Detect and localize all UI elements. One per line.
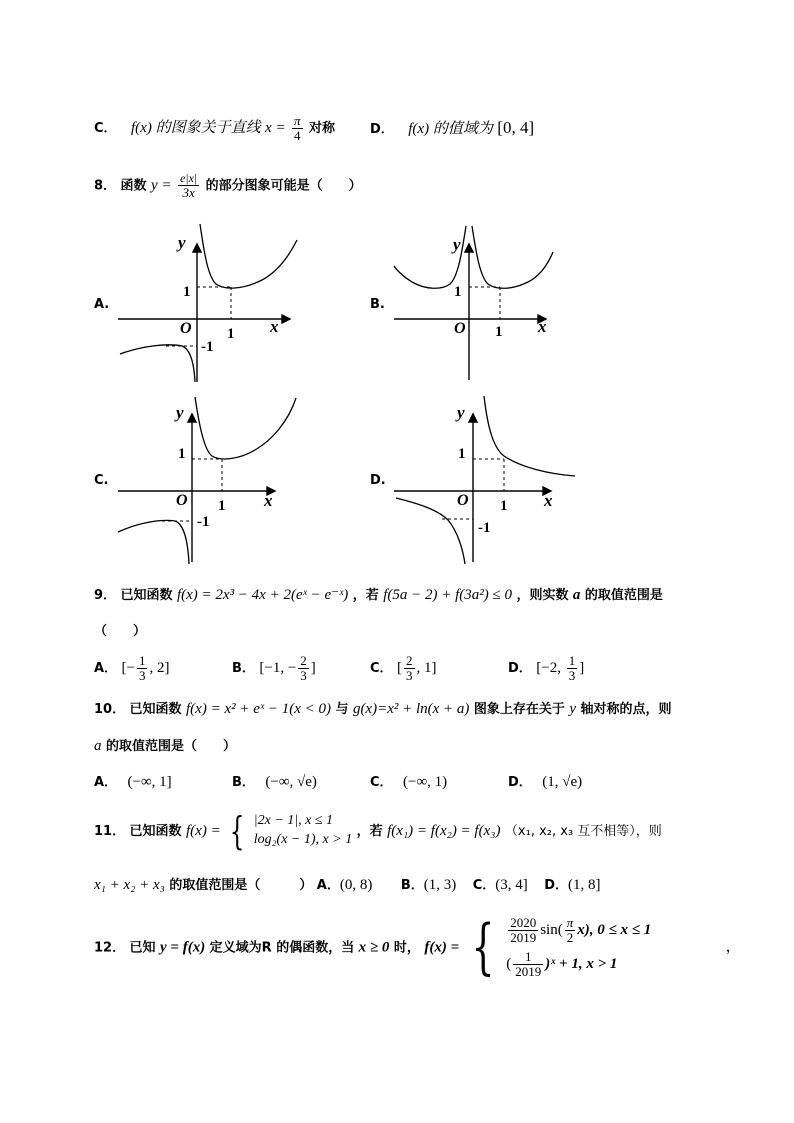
- q11-option-d[interactable]: D．(1, 8]: [544, 877, 601, 893]
- graph-b: [388, 222, 578, 387]
- q10-option-a[interactable]: A． (−∞, 1]: [94, 774, 172, 790]
- q7-option-d: [370, 119, 534, 137]
- question-number: 12．: [94, 940, 126, 956]
- origin-label: O: [180, 320, 192, 337]
- curve-left: [396, 498, 465, 564]
- tick-one-x: 1: [227, 326, 235, 342]
- option-d-text: f(x) 的值域为: [408, 121, 493, 137]
- tick-neg-one: -1: [478, 520, 491, 536]
- origin-label: O: [454, 320, 466, 337]
- x-label: x: [264, 491, 273, 510]
- q10-g: g(x)=x² + ln(x + a): [352, 701, 470, 717]
- option-c-text: f(x) 的图象关于直线: [131, 120, 261, 137]
- q9-option-b[interactable]: B． [−1, − $\frac{2}{3}$ ]: [232, 653, 316, 683]
- tick-one-y: 1: [458, 446, 466, 462]
- graph-c: [112, 392, 302, 567]
- left-brace: {: [229, 809, 245, 853]
- q11-option-b[interactable]: B．(1, 3): [400, 877, 457, 893]
- tick-neg-one: -1: [201, 339, 214, 355]
- fraction-pi-over-4: $\frac{\pi}{4}$: [294, 113, 301, 143]
- y-axis-arrow: [465, 244, 473, 252]
- piecewise-cases: [254, 812, 352, 850]
- tick-one-x: 1: [495, 324, 503, 340]
- q12-stem: 12． 已知 y = f(x) 定义域为R 的偶函数，当 x ≥ 0 时， f(x) = { $\frac{2020}{2019}$ sin( $\frac{\pi}{2}$ x), 0 ≤ x ≤ 1 ( $\frac{1}{2019}$ )ˣ + 1, x > 1 ，: [94, 912, 741, 983]
- tick-one-y: 1: [178, 446, 186, 462]
- graph-a: [112, 222, 302, 387]
- tick-one-x: 1: [500, 498, 508, 514]
- option-label: D．: [370, 122, 394, 137]
- option-label: C．: [94, 121, 117, 137]
- option-c-tail: 对称: [308, 121, 335, 137]
- y-label: y: [176, 403, 184, 422]
- x-axis-arrow: [282, 315, 290, 323]
- graph-d-label: D.: [370, 473, 386, 488]
- tick-one-y: 1: [454, 284, 462, 300]
- q10-option-b[interactable]: B． (−∞, √e): [232, 774, 317, 790]
- curve-right: [484, 396, 575, 476]
- tick-one-x: 1: [218, 498, 226, 514]
- q10-f: f(x) = x² + eˣ − 1(x < 0): [186, 701, 332, 717]
- y-axis-arrow: [469, 414, 477, 422]
- x-label: x: [270, 317, 279, 336]
- q11-stem: 11． 已知函数 f(x) = { |2x − 1|, x ≤ 1 log₂(x − 1), x > 1 ，若 f(x₁) = f(x₂) = f(x₃) （x₁, x₂, x₃ 互不相等），则: [94, 809, 662, 853]
- left-brace: {: [471, 912, 495, 983]
- q8-stem: [94, 172, 362, 199]
- case-1: $\frac{2020}{2019}$ sin( $\frac{\pi}{2}$ x), 0 ≤ x ≤ 1: [510, 915, 652, 945]
- q9-option-a[interactable]: A． [− $\frac{1}{3}$ , 2]: [94, 653, 170, 683]
- y-label: y: [457, 403, 465, 422]
- graph-a-label: A.: [94, 297, 110, 312]
- tick-neg-one: -1: [197, 514, 210, 530]
- graph-d: [388, 392, 583, 567]
- y-axis-arrow: [193, 244, 201, 252]
- q9-option-c[interactable]: C． [ $\frac{2}{3}$ , 1]: [370, 653, 437, 683]
- q9-paren: （ ）: [94, 624, 147, 639]
- tick-one-y: 1: [183, 284, 191, 300]
- q11-option-c[interactable]: C．(3, 4]: [472, 877, 528, 893]
- curve-right: [200, 224, 297, 288]
- func-lhs: y =: [150, 177, 172, 194]
- question-number: 9．: [94, 588, 117, 603]
- q9-stem: 9． 已知函数 f(x) = 2x³ − 4x + 2(eˣ − e⁻ˣ) ，若 f(5a − 2) + f(3a²) ≤ 0 ，则实数 a 的取值范围是: [94, 587, 663, 603]
- q10-option-d[interactable]: D． (1, √e): [508, 774, 583, 790]
- case-1: |2x − 1|, x ≤ 1: [253, 813, 334, 829]
- x-label: x: [544, 491, 553, 510]
- q9-function: f(x) = 2x³ − 4x + 2(eˣ − e⁻ˣ): [176, 587, 349, 603]
- q10-stem: 10． 已知函数 f(x) = x² + eˣ − 1(x < 0) 与 g(x)=x² + ln(x + a) 图象上存在关于 y 轴对称的点，则: [94, 701, 672, 717]
- graph-c-label: C.: [94, 473, 109, 488]
- y-label: y: [178, 233, 186, 252]
- question-number: 10．: [94, 702, 126, 717]
- y-label: y: [453, 235, 461, 254]
- curve-left: [118, 520, 189, 564]
- case-2: ( $\frac{1}{2019}$ )ˣ + 1, x > 1: [506, 949, 618, 979]
- q9-option-d[interactable]: D． [−2, $\frac{1}{3}$ ]: [508, 653, 585, 683]
- fraction-exp-over-3x: $\frac{e|x|}{3x}$: [179, 171, 198, 200]
- graph-b-label: B.: [370, 297, 385, 312]
- q9-condition: f(5a − 2) + f(3a²) ≤ 0: [383, 587, 512, 603]
- origin-label: O: [176, 492, 188, 509]
- q11-stem-2: x₁ + x₂ + x₃ 的取值范围是（ ） A．(0, 8) B．(1, 3) C．(3, 4] D．(1, 8]: [94, 877, 601, 893]
- x-label: x: [538, 317, 547, 336]
- curve-right: [195, 397, 296, 459]
- piecewise-cases: [506, 916, 651, 979]
- q7-option-c: [94, 114, 335, 142]
- y-axis-arrow: [188, 414, 196, 422]
- option-d-range: [0, 4]: [497, 118, 535, 137]
- curve-left: [120, 345, 195, 382]
- stem-lead: 函数: [120, 178, 147, 194]
- curve-right: [472, 226, 553, 288]
- q10-stem-2: a 的取值范围是（ ）: [94, 738, 236, 754]
- question-number: 8．: [94, 178, 117, 194]
- question-number: 11．: [94, 824, 126, 839]
- q10-option-c[interactable]: C． (−∞, 1): [370, 774, 448, 790]
- math-eq: x =: [265, 120, 286, 137]
- q11-option-a[interactable]: A．(0, 8): [316, 877, 373, 893]
- stem-tail: 的部分图象可能是（ ）: [205, 178, 362, 194]
- case-2: log₂(x − 1), x > 1: [253, 832, 353, 847]
- origin-label: O: [457, 492, 469, 509]
